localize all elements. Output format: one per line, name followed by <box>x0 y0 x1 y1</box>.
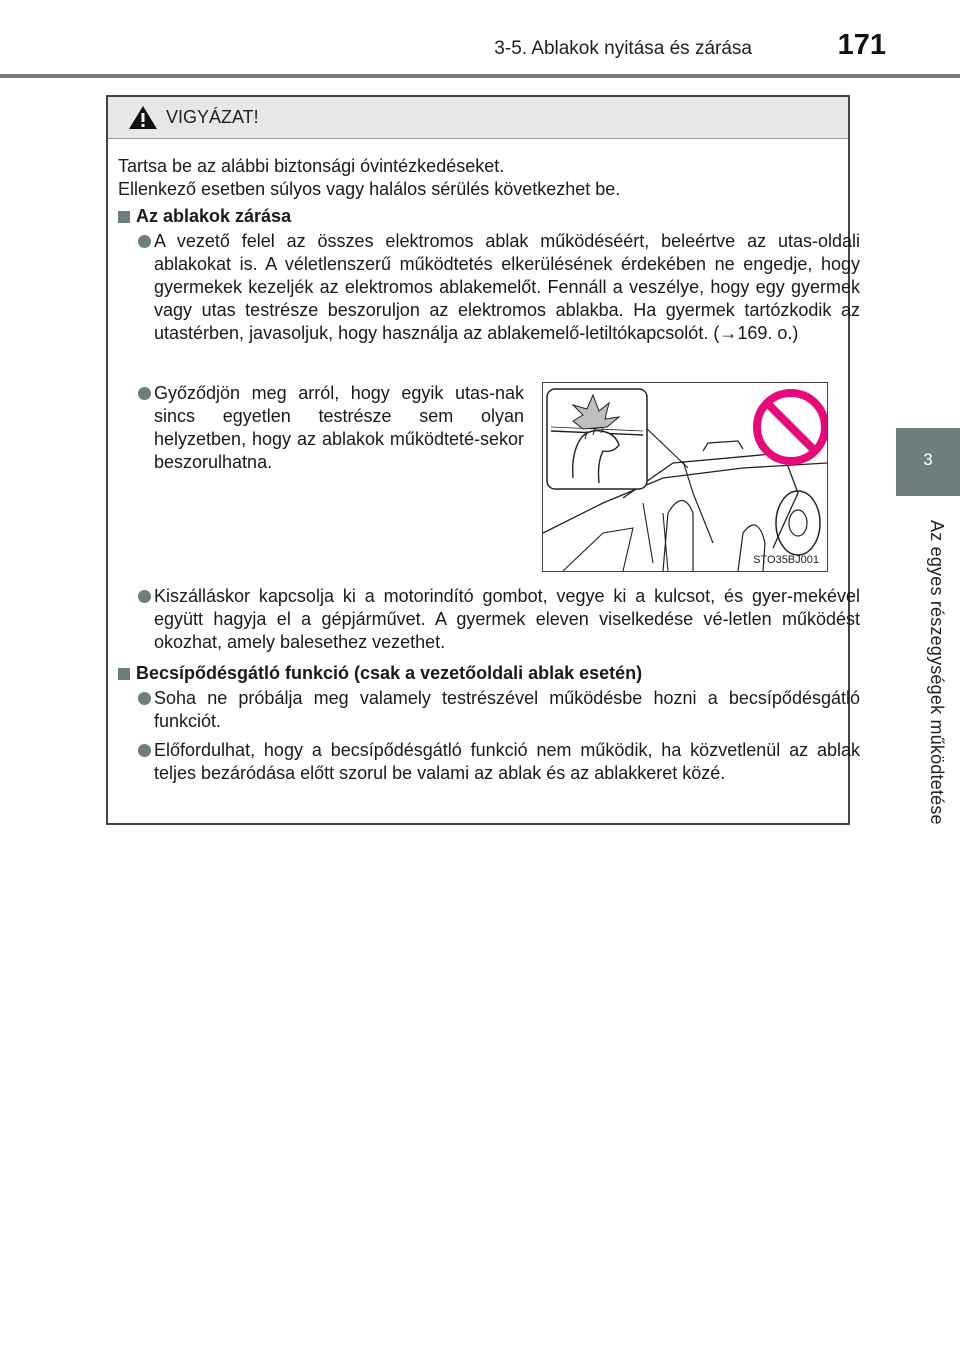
bullet-dot-icon <box>138 692 151 705</box>
list-item <box>138 687 860 733</box>
chapter-title-vertical: Az egyes részegységek működtetése <box>927 520 947 825</box>
section-pinch-protection <box>118 662 642 685</box>
list-item <box>138 739 860 785</box>
header-title: 3-5. Ablakok nyitása és zárása <box>494 38 752 59</box>
list-item <box>138 382 524 474</box>
section-title: Az ablakok zárása <box>136 206 292 226</box>
intro-line-1: Tartsa be az alábbi biztonsági óvintézkedéseket. <box>118 156 505 176</box>
warning-header <box>108 97 848 139</box>
list-item <box>138 585 860 654</box>
page-number: 171 <box>837 29 886 61</box>
list-item <box>138 230 860 345</box>
chapter-number: 3 <box>923 450 933 469</box>
list-item-text: Előfordulhat, hogy a becsípődésgátló funkció nem működik, ha közvetlenül az ablak teljes bezáródása előtt szorul be valami az ablak és az ablakkeret közé. <box>154 740 860 783</box>
section-title: Becsípődésgátló funkció (csak a vezetőoldali ablak esetén) <box>136 663 643 683</box>
section-closing-windows <box>118 205 291 228</box>
bullet-dot-icon <box>138 744 151 757</box>
list-item-text: Soha ne próbálja meg valamely testrészével működésbe hozni a becsípődésgátló funkciót. <box>154 688 860 731</box>
bullet-dot-icon <box>138 235 151 248</box>
list-item-text: Kiszálláskor kapcsolja ki a motorindító gombot, vegye ki a kulcsot, és gyer-mekével együtt hagyja el a gépjárművet. A gyermek eleven viselkedése vé-letlen működést okozhat, amely balesethez vezethet. <box>154 586 860 652</box>
warning-title: VIGYÁZAT! <box>166 107 259 127</box>
car-window-illustration <box>543 383 827 571</box>
list-item-text: Győződjön meg arról, hogy egyik utas-nak sincs egyetlen testrésze sem olyan helyzetben, hogy az ablakok működteté-sekor beszorulhatna. <box>154 383 524 472</box>
bullet-square-icon <box>118 211 130 223</box>
header-rule <box>0 74 960 78</box>
figure-code: STO35BJ001 <box>753 554 819 566</box>
list-item-text: A vezető felel az összes elektromos ablak működéséért, beleértve az utas-oldali ablakokat is. A véletlenszerű működtetés elkerülésének érdekében ne engedje, hogy gyermekek kezeljék az elektromos ablakemelőt. Fennáll a veszélye, hogy egy gyermek vagy utas testrésze beszoruljon az elektromos ablakba. Ha gyermek tartózkodik az utastérben, javasoljuk, hogy használja az ablakemelő-letiltókapcsolót. (→169. o.) <box>154 231 860 343</box>
bullet-square-icon <box>118 668 130 680</box>
illustration-figure <box>542 382 828 572</box>
bullet-dot-icon <box>138 387 151 400</box>
intro-line-2: Ellenkező esetben súlyos vagy halálos sérülés következhet be. <box>118 179 621 199</box>
bullet-dot-icon <box>138 590 151 603</box>
chapter-tab <box>896 428 960 496</box>
warning-triangle-icon <box>128 105 158 130</box>
warning-intro <box>118 155 838 201</box>
